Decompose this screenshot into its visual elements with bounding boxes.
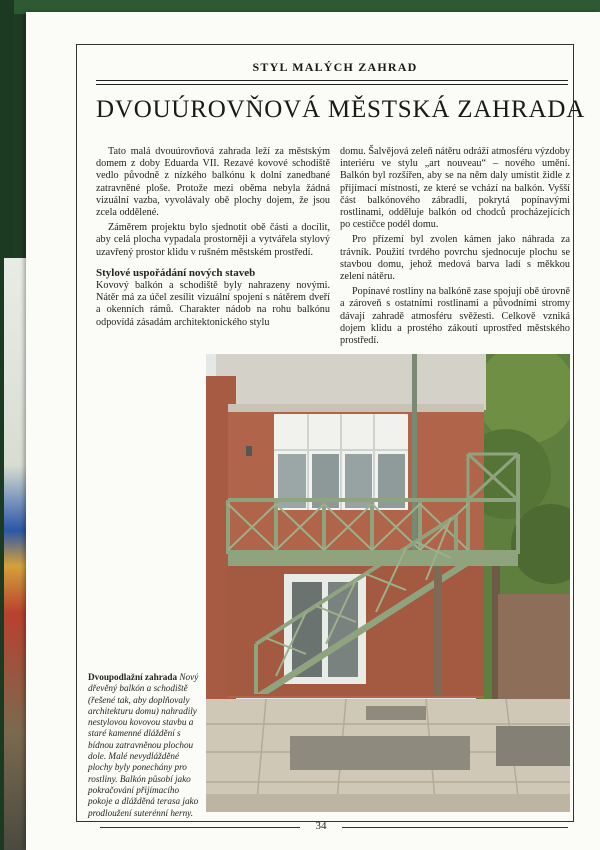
running-head: STYL MALÝCH ZAHRAD bbox=[252, 60, 418, 74]
paragraph: Tato malá dvouúrovňová zahrada leží za městským domem z doby Eduarda VII. Rezavé kovové schodiště vedlo původně z nízkého balkónu k dolní zanedbané zatravněné ploše. Protože mezi oběma nebyla žádná vizuální vazba, vyvolávaly obě plochy dojem, že jsou zcela oddělené. bbox=[96, 146, 330, 219]
photo-caption bbox=[88, 672, 202, 819]
text-column-right bbox=[340, 146, 570, 350]
paragraph: Popínavé rostliny na balkóně zase spojují obě úrovně a zároveň s ostatními rostlinami a původními stromy dávají zahradě atmosféru svěžesti. Celkově vzniká dojem klidu a prostého zákoutí uprostřed městského prostředí. bbox=[340, 286, 570, 347]
text-column-left bbox=[96, 146, 330, 332]
subheading: Stylové uspořádání nových staveb bbox=[96, 266, 256, 279]
caption-text: Nový dřevěný balkón a schodiště (řešené tak, aby doplňovaly architekturu domu) nahradily nestylovou kovovou stavbu a staré kamenné dláždění s bídnou zatravněnou plochou dole. Malé nevydlážděné plochy byly ponechány pro rostliny. Balkón působí jako pokračování přijímacího pokoje a dlážděná terasa jako prodloužení suterénní herny. bbox=[88, 672, 199, 818]
garden-photo bbox=[206, 354, 570, 812]
header-rule bbox=[96, 80, 568, 81]
page-title: DVOUÚROVŇOVÁ MĚSTSKÁ ZAHRADA bbox=[96, 96, 586, 123]
previous-page-edge bbox=[4, 258, 26, 850]
paragraph: domu. Šalvějová zeleň nátěru odráží atmosféru výzdoby interiéru ve stylu „art nouveau“ – nového umění. Balkón byl rozšířen, aby se na něm daly umístit židle z přijímací místnosti, ze které se vchází na balkón. Vyšší část balkónového zábradlí, pokrytá popínavými rostlinami, odděluje balkón od chodců procházejících po cestičce podél domu. bbox=[340, 146, 570, 231]
paragraph: Pro přízemí byl zvolen kámen jako náhrada za trávník. Použití tvrdého povrchu sjednocuje plochu se stavbou domu, jehož medová barva ladí s měkkou zelení nátěru. bbox=[340, 234, 570, 283]
caption-lead: Dvoupodlažní zahrada bbox=[88, 672, 178, 682]
paragraph: Kovový balkón a schodiště byly nahrazeny novými. Nátěr má za účel zesílit vizuální spojení s nátěrem dveří a okenních rámů. Charakter nádob na rohu balkónu odpovídá zásadám architektonického stylu bbox=[96, 280, 330, 328]
page-number: 34 bbox=[315, 820, 327, 832]
paragraph: Záměrem projektu bylo sjednotit obě části a docílit, aby celá plocha vypadala prostorněji a vytvářela stylový uzavřený prostor klidu v rušném městském prostředí. bbox=[96, 222, 330, 258]
garden-photo-illustration bbox=[206, 354, 570, 812]
header-rule bbox=[96, 84, 568, 85]
